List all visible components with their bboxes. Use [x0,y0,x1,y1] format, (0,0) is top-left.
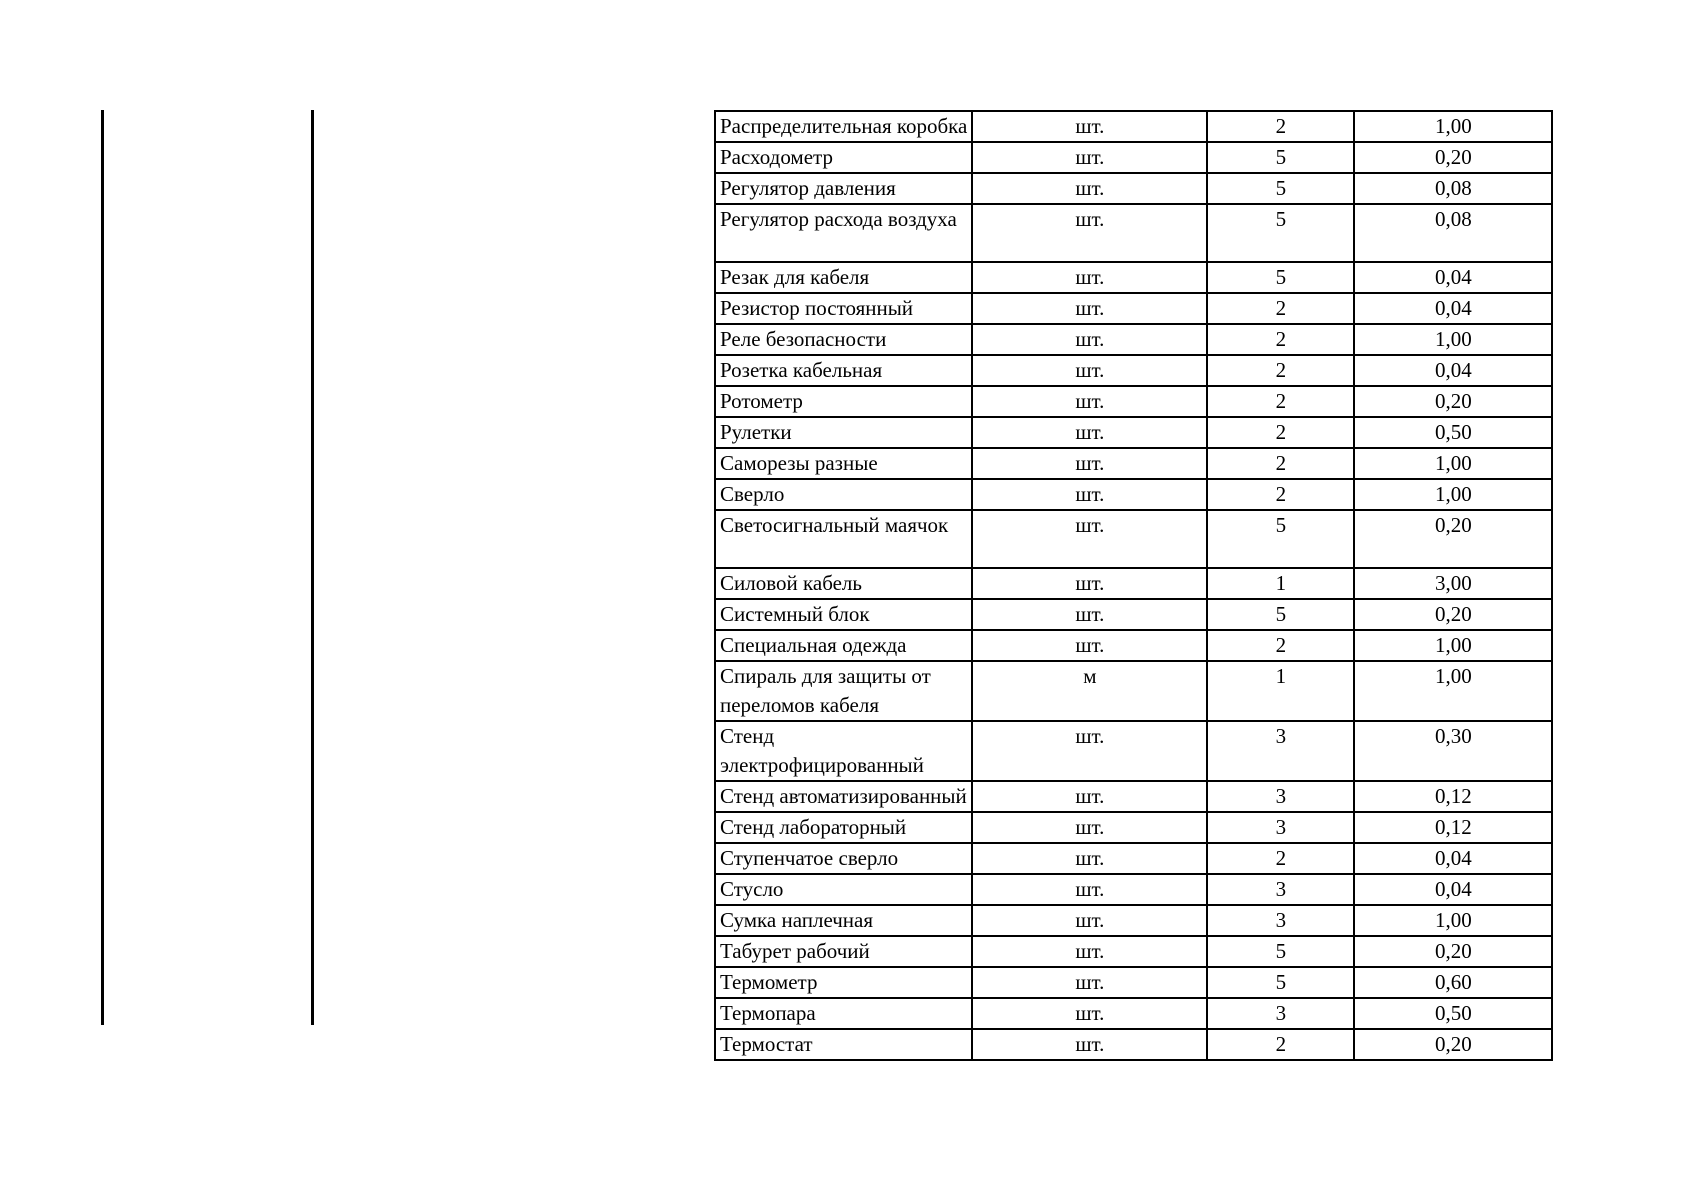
item-value: 0,20 [1354,936,1552,967]
item-name: Термопара [715,998,972,1029]
item-unit: шт. [972,630,1207,661]
item-quantity: 2 [1207,448,1354,479]
item-quantity: 5 [1207,173,1354,204]
item-name: Реле безопасности [715,324,972,355]
item-name: Расходометр [715,142,972,173]
item-value: 0,12 [1354,781,1552,812]
item-name: Регулятор давления [715,173,972,204]
table-row [715,386,1552,417]
item-value: 3,00 [1354,568,1552,599]
item-value: 0,04 [1354,262,1552,293]
table-row [715,262,1552,293]
item-value: 1,00 [1354,630,1552,661]
item-value: 0,50 [1354,417,1552,448]
table-row [715,111,1552,142]
table-row [715,599,1552,630]
item-unit: шт. [972,510,1207,568]
item-quantity: 1 [1207,661,1354,721]
item-name: Силовой кабель [715,568,972,599]
item-quantity: 2 [1207,417,1354,448]
item-unit: м [972,661,1207,721]
item-unit: шт. [972,448,1207,479]
table-row [715,448,1552,479]
item-name: Стенд лабораторный [715,812,972,843]
item-unit: шт. [972,173,1207,204]
item-name: Ротометр [715,386,972,417]
item-value: 1,00 [1354,111,1552,142]
table-row [715,874,1552,905]
item-unit: шт. [972,936,1207,967]
item-quantity: 5 [1207,936,1354,967]
equipment-table [714,110,1553,1061]
item-quantity: 3 [1207,905,1354,936]
item-value: 1,00 [1354,479,1552,510]
item-quantity: 3 [1207,812,1354,843]
item-unit: шт. [972,111,1207,142]
table-row [715,142,1552,173]
item-name: Специальная одежда [715,630,972,661]
table-row [715,568,1552,599]
item-name: Резистор постоянный [715,293,972,324]
item-name: Спираль для защиты от переломов кабеля [715,661,972,721]
item-unit: шт. [972,998,1207,1029]
item-value: 0,08 [1354,204,1552,262]
item-name: Светосигнальный маячок [715,510,972,568]
item-quantity: 2 [1207,293,1354,324]
item-value: 0,60 [1354,967,1552,998]
item-unit: шт. [972,355,1207,386]
item-value: 1,00 [1354,661,1552,721]
item-unit: шт. [972,874,1207,905]
item-value: 0,04 [1354,843,1552,874]
item-unit: шт. [972,204,1207,262]
item-unit: шт. [972,781,1207,812]
item-quantity: 3 [1207,998,1354,1029]
item-value: 1,00 [1354,448,1552,479]
item-quantity: 3 [1207,874,1354,905]
table-row [715,293,1552,324]
table-row [715,843,1552,874]
item-unit: шт. [972,967,1207,998]
table-row [715,781,1552,812]
item-unit: шт. [972,386,1207,417]
table-row [715,936,1552,967]
item-quantity: 5 [1207,204,1354,262]
left-border-line-2 [311,110,314,1025]
item-name: Термостат [715,1029,972,1060]
table-row [715,812,1552,843]
item-quantity: 2 [1207,630,1354,661]
item-name: Розетка кабельная [715,355,972,386]
item-value: 0,20 [1354,510,1552,568]
table-row [715,630,1552,661]
item-value: 0,04 [1354,293,1552,324]
item-value: 0,20 [1354,386,1552,417]
item-value: 0,20 [1354,142,1552,173]
item-quantity: 2 [1207,843,1354,874]
item-name: Рулетки [715,417,972,448]
item-unit: шт. [972,721,1207,781]
item-value: 0,30 [1354,721,1552,781]
item-unit: шт. [972,812,1207,843]
item-unit: шт. [972,843,1207,874]
item-name: Резак для кабеля [715,262,972,293]
table-row [715,967,1552,998]
item-quantity: 2 [1207,479,1354,510]
item-unit: шт. [972,1029,1207,1060]
item-quantity: 5 [1207,262,1354,293]
item-name: Стусло [715,874,972,905]
item-quantity: 5 [1207,142,1354,173]
item-unit: шт. [972,905,1207,936]
item-quantity: 2 [1207,386,1354,417]
item-unit: шт. [972,568,1207,599]
item-quantity: 2 [1207,111,1354,142]
item-name: Сумка наплечная [715,905,972,936]
item-quantity: 5 [1207,967,1354,998]
table-row [715,417,1552,448]
item-name: Стенд электрофицированный [715,721,972,781]
item-unit: шт. [972,324,1207,355]
item-value: 1,00 [1354,905,1552,936]
left-border-line-1 [101,110,104,1025]
table-row [715,204,1552,262]
item-quantity: 2 [1207,355,1354,386]
item-value: 0,20 [1354,599,1552,630]
item-name: Табурет рабочий [715,936,972,967]
item-name: Саморезы разные [715,448,972,479]
table-row [715,173,1552,204]
item-value: 0,12 [1354,812,1552,843]
table-row [715,905,1552,936]
item-unit: шт. [972,599,1207,630]
item-name: Сверло [715,479,972,510]
item-name: Стенд автоматизированный [715,781,972,812]
item-value: 0,04 [1354,355,1552,386]
item-value: 1,00 [1354,324,1552,355]
item-name: Системный блок [715,599,972,630]
table-row [715,661,1552,721]
item-name: Ступенчатое сверло [715,843,972,874]
item-name: Термометр [715,967,972,998]
table-row [715,998,1552,1029]
item-unit: шт. [972,417,1207,448]
item-unit: шт. [972,142,1207,173]
table-row [715,355,1552,386]
item-unit: шт. [972,293,1207,324]
table-row [715,324,1552,355]
item-value: 0,50 [1354,998,1552,1029]
item-quantity: 3 [1207,721,1354,781]
item-quantity: 1 [1207,568,1354,599]
item-value: 0,04 [1354,874,1552,905]
item-value: 0,20 [1354,1029,1552,1060]
item-name: Регулятор расхода воздуха [715,204,972,262]
item-quantity: 2 [1207,1029,1354,1060]
item-unit: шт. [972,262,1207,293]
item-quantity: 5 [1207,599,1354,630]
item-name: Распределительная коробка [715,111,972,142]
table-row [715,1029,1552,1060]
table-row [715,721,1552,781]
item-quantity: 3 [1207,781,1354,812]
item-quantity: 5 [1207,510,1354,568]
table-row [715,479,1552,510]
item-value: 0,08 [1354,173,1552,204]
item-quantity: 2 [1207,324,1354,355]
item-unit: шт. [972,479,1207,510]
table-row [715,510,1552,568]
